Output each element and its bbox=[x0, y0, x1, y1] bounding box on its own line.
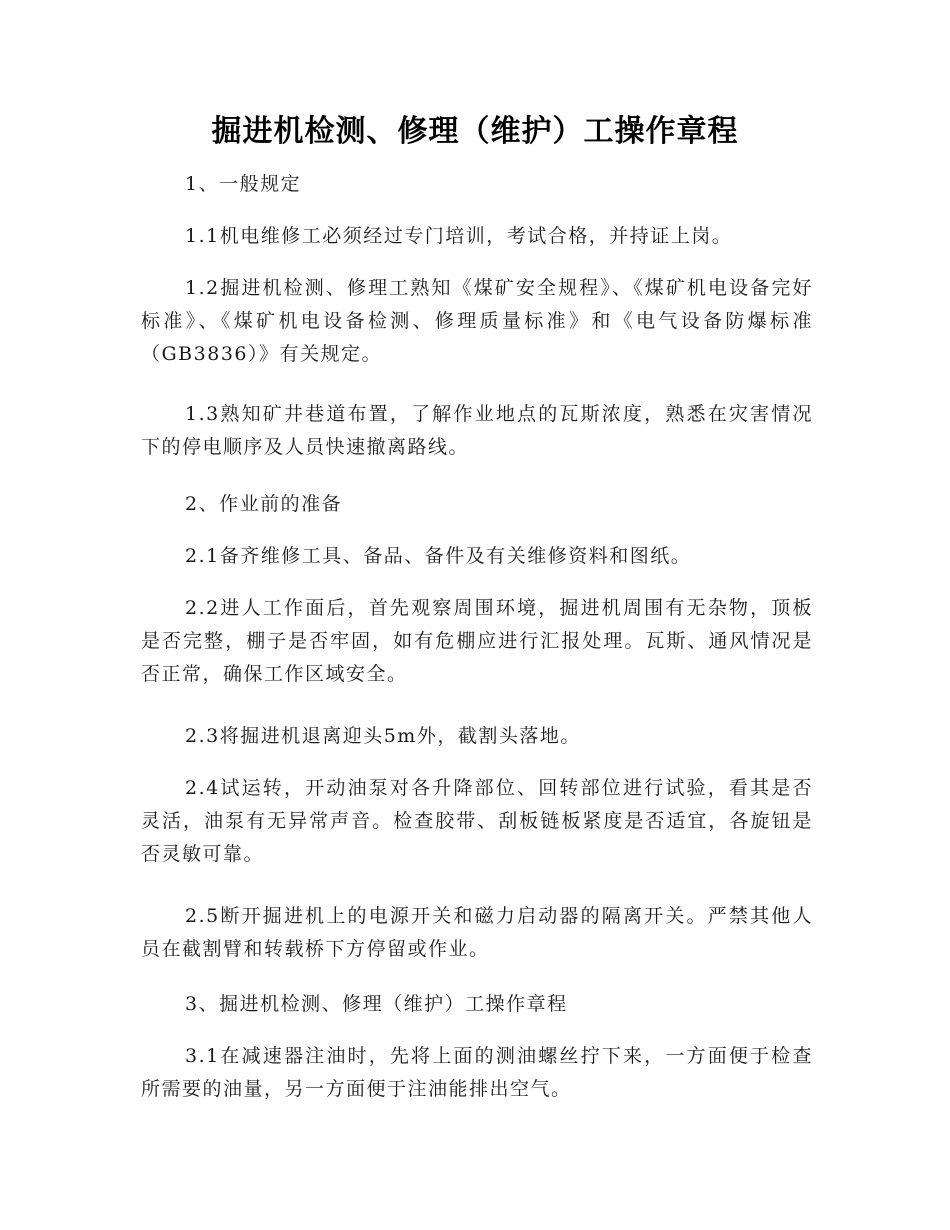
paragraph-1-1: 1.1机电维修工必须经过专门培训，考试合格，并持证上岗。 bbox=[185, 225, 733, 247]
section-heading-general: 1、一般规定 bbox=[185, 173, 302, 195]
paragraph-2-2: 2.2进人工作面后，首先观察周围环境，掘进机周围有无杂物，顶板是否完整，棚子是否牢固，如有危棚应进行汇报处理。瓦斯、通风情况是否正常，确保工作区域安全。 bbox=[141, 597, 813, 685]
paragraph-2-5: 2.5断开掘进机上的电源开关和磁力启动器的隔离开关。严禁其他人员在截割臂和转载桥下方停留或作业。 bbox=[141, 905, 813, 960]
paragraph-1-3: 1.3熟知矿井巷道布置，了解作业地点的瓦斯浓度，熟悉在灾害情况下的停电顺序及人员快速撤离路线。 bbox=[141, 403, 813, 458]
section-heading-preparation: 2、作业前的准备 bbox=[185, 493, 343, 515]
paragraph-2-4: 2.4试运转，开动油泵对各升降部位、回转部位进行试验，看其是否灵活，油泵有无异常声音。检查胶带、刮板链板紧度是否适宜，各旋钮是否灵敏可靠。 bbox=[141, 777, 813, 865]
paragraph-2-1: 2.1备齐维修工具、备品、备件及有关维修资料和图纸。 bbox=[185, 545, 692, 567]
document-title: 掘进机检测、修理（维护）工操作章程 bbox=[211, 114, 739, 149]
paragraph-1-2: 1.2掘进机检测、修理工熟知《煤矿安全规程》、《煤矿机电设备完好标准》、《煤矿机电设备检测、修理质量标准》和《电气设备防爆标准（GB3836）》有关规定。 bbox=[141, 277, 813, 365]
paragraph-2-3: 2.3将掘进机退离迎头5m外，截割头落地。 bbox=[185, 725, 581, 747]
section-heading-procedure: 3、掘进机检测、修理（维护）工操作章程 bbox=[185, 993, 568, 1015]
paragraph-3-1: 3.1在减速器注油时，先将上面的测油螺丝拧下来，一方面便于检查所需要的油量，另一方面便于注油能排出空气。 bbox=[141, 1045, 813, 1100]
